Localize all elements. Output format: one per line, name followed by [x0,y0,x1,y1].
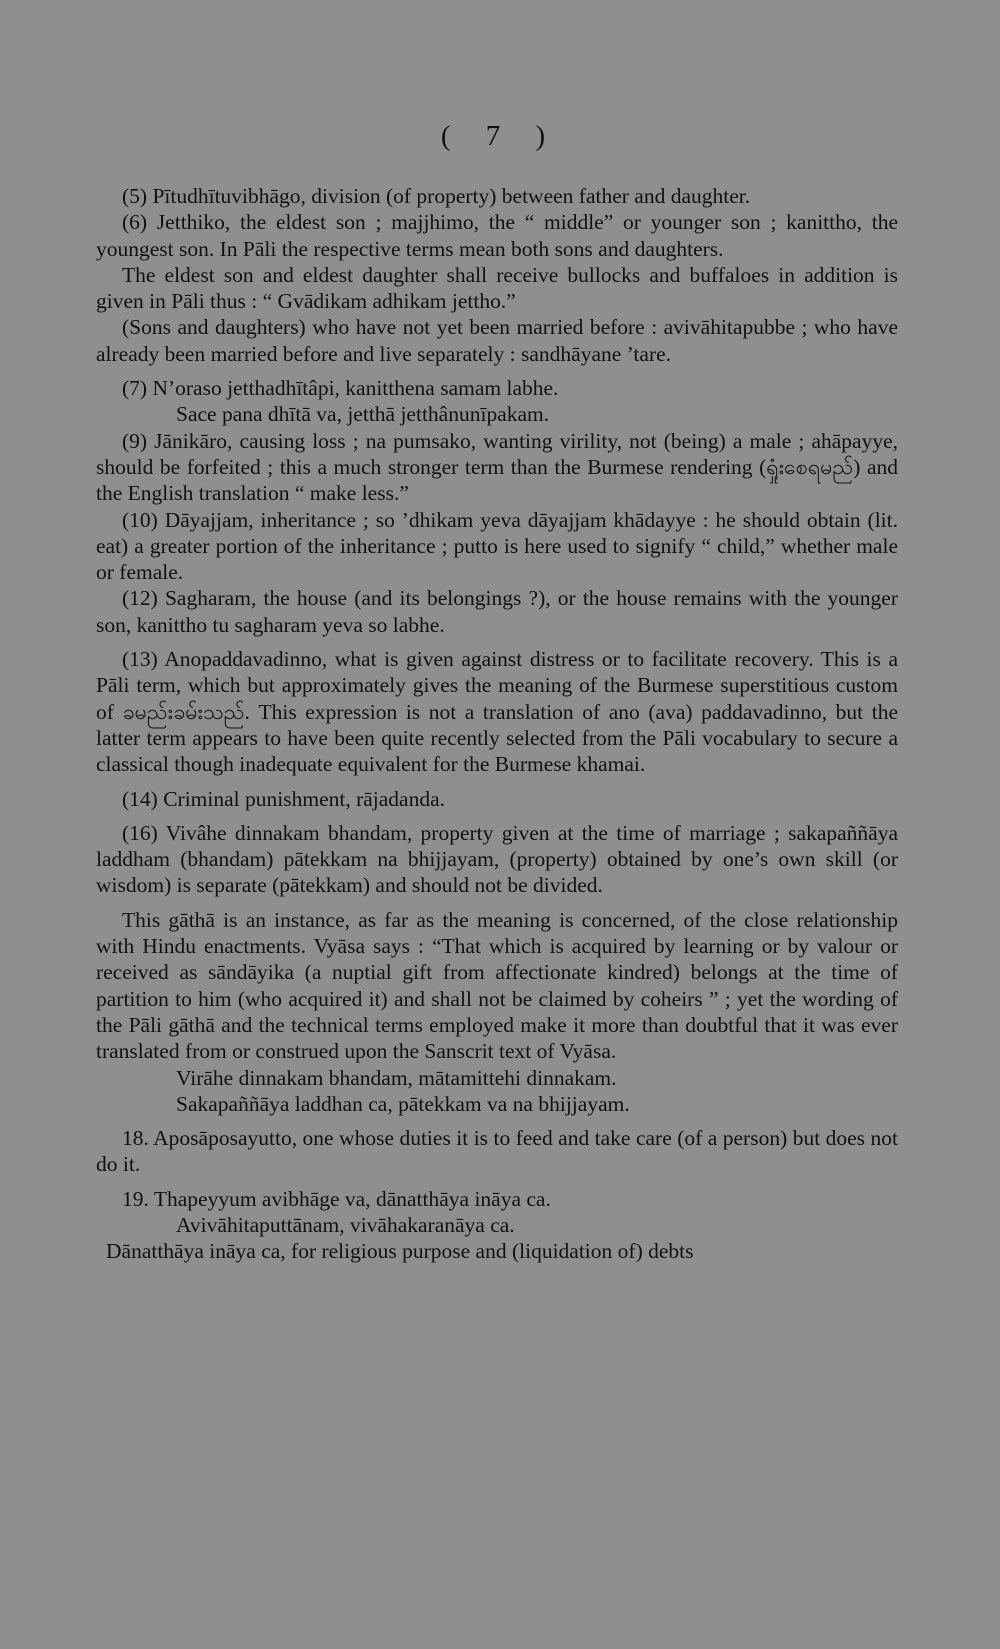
paragraph: This gāthā is an instance, as far as the meaning is concerned, of the close relationship with Hindu enactments. Vyāsa says : “That which is acquired by learning or by valour or received as sāndāyika (a nuptial gift from affectionate kindred) belongs at the time of partition to him (who acquired it) and shall not be claimed by coheirs ” ; yet the wording of the Pāli gāthā and the technical terms employed make it more than doubtful that it was ever translated from or construed upon the Sanscrit text of Vyāsa. [96,907,898,1064]
paragraph: (6) Jetthiko, the eldest son ; majjhimo, the “ middle” or younger son ; kanittho, the youngest son. In Pāli the respective terms mean both sons and daughters. [96,210,898,261]
verse-line: Sace pana dhītā va, jetthā jetthânunīpakam. [176,402,550,427]
verse-line: Virāhe dinnakam bhandam, mātamittehi dinnakam. [176,1065,617,1090]
paragraph: 19. Thapeyyum avibhāge va, dānatthāya ināya ca. [122,1186,551,1211]
paragraph: (7) N’oraso jetthadhītâpi, kanitthena samam labhe. [122,376,559,401]
paragraph: (12) Sagharam, the house (and its belongings ?), or the house remains with the younger son, kanittho tu sagharam yeva so labhe. [96,586,898,637]
paragraph: 18. Aposāposayutto, one whose duties it is to feed and take care (of a person) but does not do it. [96,1126,898,1177]
paragraph: (13) Anopaddavadinno, what is given against distress or to facilitate recovery. This is a Pāli term, which but approximately gives the meaning of the Burmese superstitious custom of ခမည်းခမ်းသည်. This expression is not a translation of ano (ava) paddavadinno, but the latter term appears to have been quite recently selected from the Pāli vocabulary to secure a classical though inadequate equivalent for the Burmese khamai. [96,647,898,777]
paragraph: (14) Criminal punishment, rājadanda. [122,786,446,811]
page-number: ( 7 ) [440,120,560,152]
page-body [96,183,898,1265]
paragraph: (9) Jānikāro, causing loss ; na pumsako, wanting virility, not (being) a male ; ahāpayye, should be forfeited ; this a much stronger term than the Burmese rendering (ရှုံးစေရမည်) and the English translation “ make less.” [96,428,898,506]
verse-line: Sakapaññāya laddhan ca, pātekkam va na bhijjayam. [176,1091,630,1116]
paragraph: Dānatthāya ināya ca, for religious purpose and (liquidation of) debts [106,1239,694,1264]
paragraph: (5) Pītudhītuvibhāgo, division (of property) between father and daughter. [122,184,751,208]
verse-line: Avivāhitaputtānam, vivāhakaranāya ca. [176,1212,515,1237]
paragraph: (16) Vivâhe dinnakam bhandam, property given at the time of marriage ; sakapaññāya laddham (bhandam) pātekkam na bhijjayam, (property) obtained by one’s own skill (or wisdom) is separate (pātekkam) and should not be divided. [96,820,898,898]
paragraph: (10) Dāyajjam, inheritance ; so ’dhikam yeva dāyajjam khādayye : he should obtain (lit. eat) a greater portion of the inheritance ; putto is here used to signify “ child,” whether male or female. [96,507,898,585]
paragraph: (Sons and daughters) who have not yet been married before : avivāhitapubbe ; who have already been married before and live separately : sandhāyane ’tare. [96,315,898,366]
paragraph: The eldest son and eldest daughter shall receive bullocks and buffaloes in addition is given in Pāli thus : “ Gvādikam adhikam jettho.” [96,262,898,314]
